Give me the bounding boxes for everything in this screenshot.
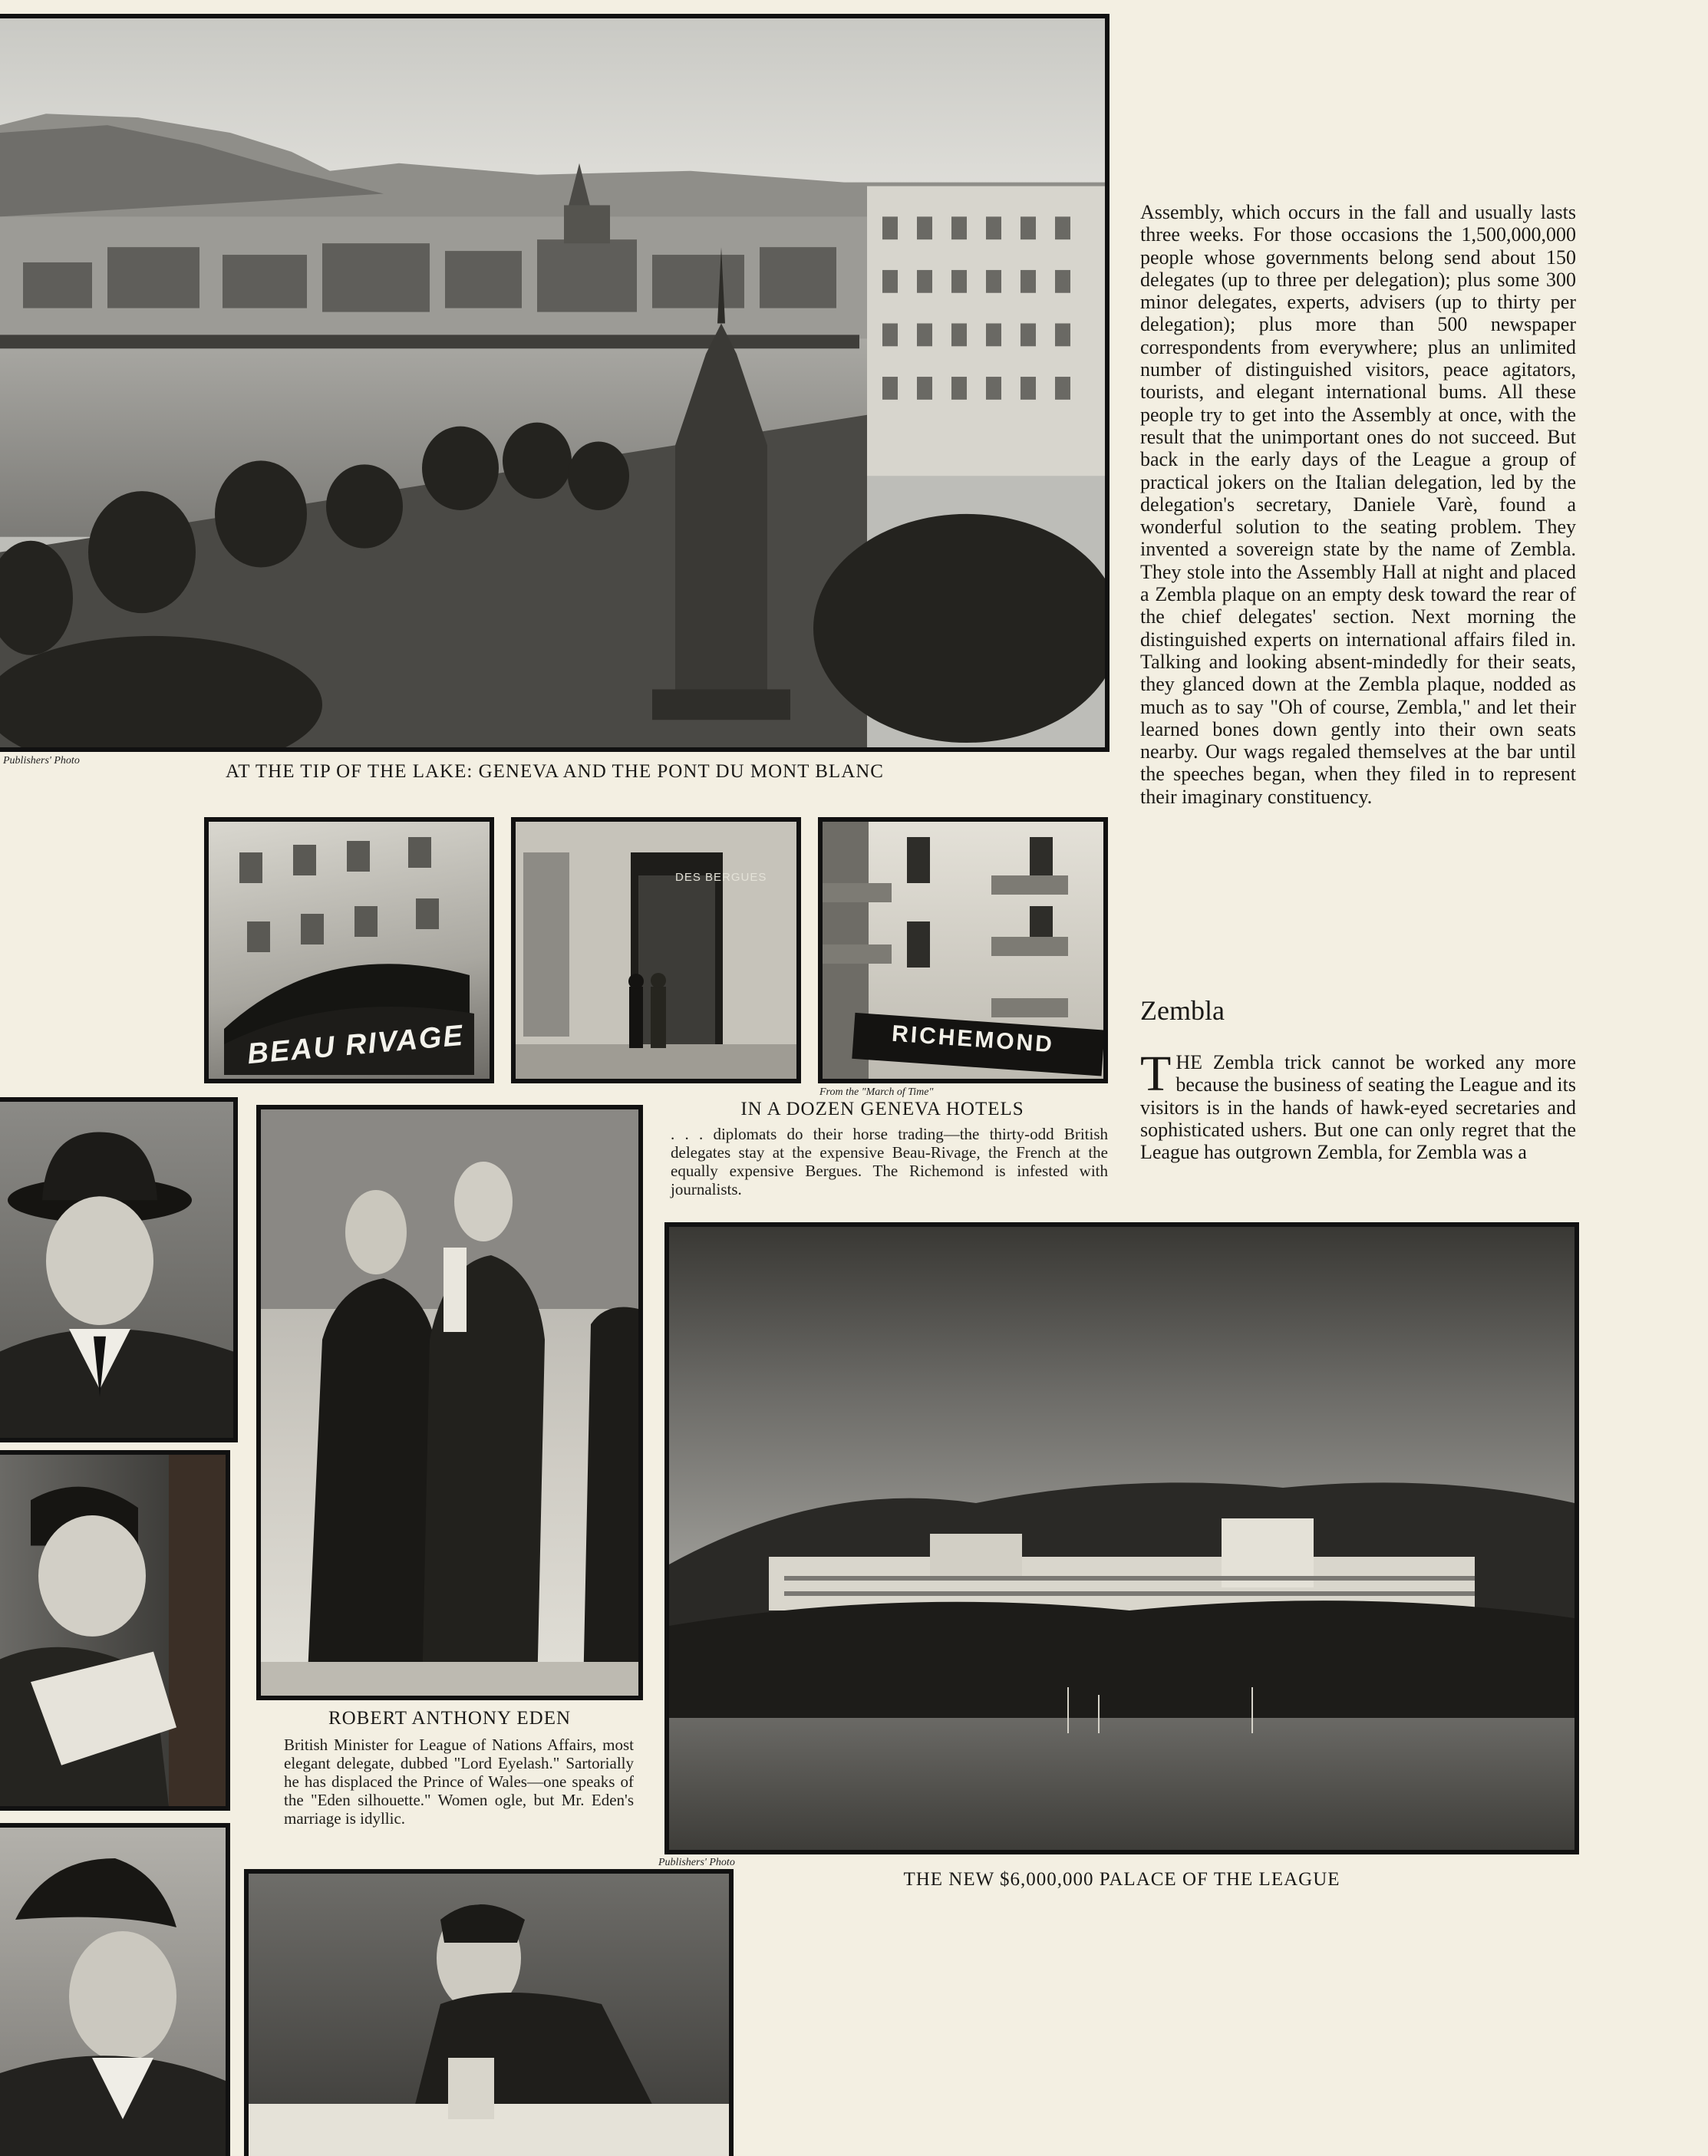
eden-signing-photo [244,1869,734,2156]
eden-caption-title: ROBERT ANTHONY EDEN [328,1708,572,1729]
palace-credit: Publishers' Photo [658,1857,735,1868]
eden-portrait-tipping-hat-photo [0,1823,230,2156]
article-paragraph-1-text: Assembly, which occurs in the fall and usually lasts three weeks. For those occasions the 1,500,000,000 people whose governments belong send about 150 delegates (up to three per delegation); plus some 300 minor delegates, experts, advisers (up to thirty per delegation); plus more than 500 newspaper correspondents from everywhere; plus an unlimited number of distinguished visitors, peace agitators, tourists, and elegant international bums. All these people try to get into the Assembly at once, with the result that the unimportant ones do not succeed. But back in the early days of the League a group of practical jokers on the Italian delegation, led by the delegation's secretary, Daniele Varè, found a wonderful solution to the seating problem. They invented a sovereign state by the name of Zembla. They stole into the Assembly Hall at night and placed a Zembla plaque on an empty desk toward the rear of the chief delegates' section. Next morning the distinguished experts on international affairs filed in. Talking and looking absent-mindedly for their seats, they glanced down at the Zembla plaque, nodded as much as to say "Oh of course, Zembla," and let their learned bones down gently into their own seats nearby. Our wags regaled themselves at the bar until the speeches began, when they filed in to represent their imaginary constituency. [1140,201,1576,808]
eden-portrait-hat-photo [0,1097,238,1442]
eden-walking-illustration [261,1109,638,1696]
league-palace-illustration [669,1227,1574,1850]
palace-caption: THE NEW $6,000,000 PALACE OF THE LEAGUE [903,1869,1340,1890]
article-paragraph-2-text: HE Zembla trick cannot be worked any more because the business of seating the League and its visitors is in the hands of hawk-eyed secretaries and sophisticated ushers. But one can only regret that the League has outgrown Zembla, for Zembla was a [1140,1051,1576,1164]
eden-portrait-reading-photo [0,1450,230,1811]
eden-signing-illustration [249,1874,729,2156]
eden-caption-body: British Minister for League of Nations Affairs, most elegant delegate, dubbed "Lord Eyelash." Sartorially he has displaced the Prince of Wales—one speaks of the "Eden silhouette." Women ogle, but Mr. Eden's marriage is idyllic. [284,1736,634,1828]
hotels-credit: From the "March of Time" [819,1086,934,1098]
eden-reading-illustration [0,1455,226,1806]
eden-tipping-hat-illustration [0,1828,226,2156]
hotel-richemond-photo [818,817,1108,1083]
eden-hat-illustration [0,1102,233,1438]
beau-rivage-sign: BEAU RIVAGE [246,1019,466,1071]
top-photo-caption: AT THE TIP OF THE LAKE: GENEVA AND THE PONT DU MONT BLANC [226,761,884,782]
top-photo-credit: Publishers' Photo [3,755,80,766]
article-paragraph-2 [1140,1046,1576,1164]
dropcap-letter: T [1140,1046,1172,1102]
bergues-entrance-illustration [516,822,796,1079]
hotel-bergues-photo [511,817,801,1083]
hotels-caption-title: IN A DOZEN GENEVA HOTELS [740,1099,1024,1119]
geneva-lake-illustration [0,18,1105,747]
article-paragraph-1 [1140,201,1576,808]
section-heading-zembla: Zembla [1140,995,1225,1026]
richemond-sign: RICHEMOND [891,1020,1055,1058]
bergues-sign: DES BERGUES [675,871,767,884]
geneva-lake-photo [0,14,1110,752]
hotel-beau-rivage-photo [204,817,494,1083]
hotels-caption-body: . . . diplomats do their horse trading—the thirty-odd British delegates stay at the expensive Beau-Rivage, the French at the equally expensive Bergues. The Richemond is infested with journalists. [671,1125,1108,1198]
eden-walking-photo [256,1105,643,1700]
league-palace-photo [664,1222,1579,1854]
